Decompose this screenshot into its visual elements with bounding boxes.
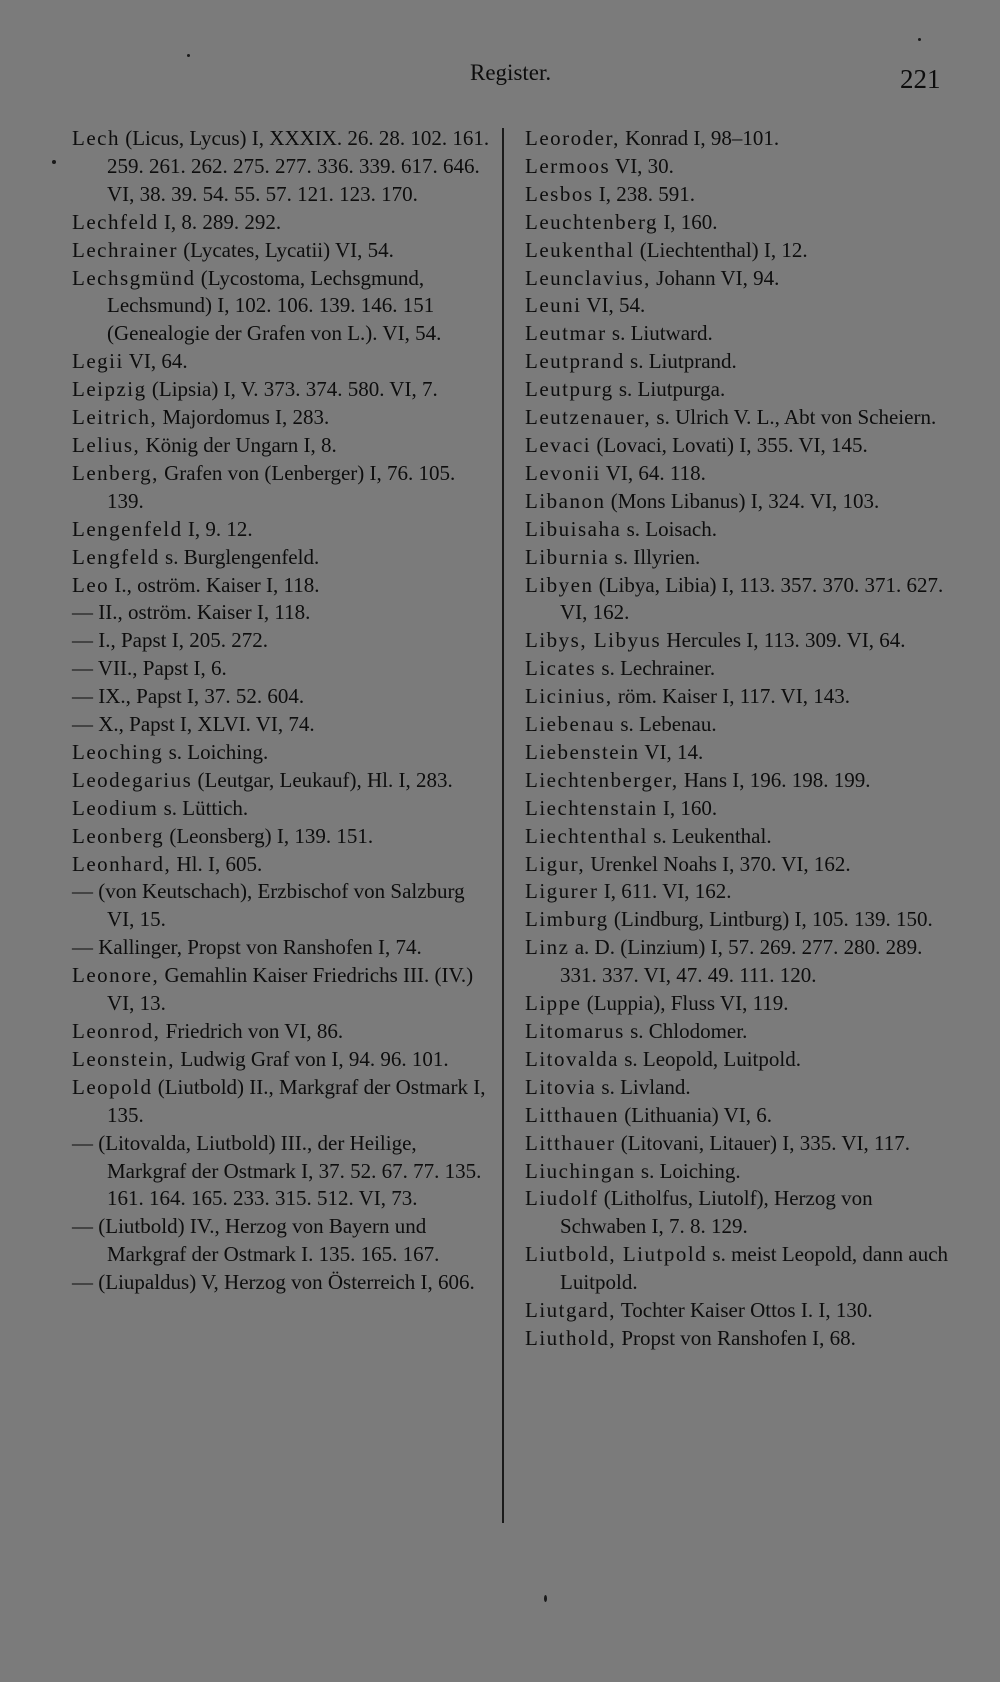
index-entry (525, 265, 955, 293)
entry-references: s. Lebenau. (615, 712, 717, 737)
entry-lemma: Liechtenstain (525, 795, 658, 820)
index-entry (72, 599, 492, 627)
entry-lemma: Leuchtenberg (525, 209, 659, 234)
index-entry (72, 878, 492, 934)
index-entry (525, 795, 955, 823)
entry-lemma: Leonhard, (72, 851, 172, 876)
entry-lemma: Lengfeld (72, 544, 160, 569)
index-entry (72, 711, 492, 739)
entry-references: (Mons Libanus) I, 324. VI, 103. (605, 488, 880, 513)
entry-references: I, 160. (658, 209, 718, 234)
column-divider-rule (502, 128, 504, 1523)
entry-lemma: Leonberg (72, 823, 165, 848)
entry-lemma: Lengenfeld (72, 516, 183, 541)
index-entry (525, 767, 955, 795)
index-entry (525, 1241, 955, 1297)
entry-references: s. Ulrich V. L., Abt von Scheiern. (651, 405, 937, 430)
index-entry (72, 962, 492, 1018)
entry-references: s. Loiching. (635, 1158, 741, 1183)
entry-lemma: Licates (525, 656, 597, 681)
index-entry (72, 404, 492, 432)
index-entry (525, 1325, 955, 1353)
entry-lemma: Leoching (72, 739, 164, 764)
entry-references: s. Loiching. (163, 739, 269, 764)
entry-references: I, 9. 12. (182, 516, 253, 541)
entry-references: (Lipsia) I, V. 373. 374. 580. VI, 7. (146, 377, 438, 402)
entry-references: (Libya, Libia) I, 113. 357. 370. 371. 627. VI, 162. (560, 572, 944, 625)
entry-references: — X., Papst I, XLVI. VI, 74. (72, 712, 315, 737)
index-entry (525, 683, 955, 711)
entry-lemma: Libyen (525, 572, 594, 597)
entry-references: s. Leukenthal. (647, 823, 772, 848)
entry-lemma: Litthauen (525, 1102, 619, 1127)
entry-references: (Leutgar, Leukauf), Hl. I, 283. (192, 767, 453, 792)
index-entry (525, 572, 955, 628)
index-entry (525, 460, 955, 488)
entry-references: König der Ungarn I, 8. (140, 432, 337, 457)
entry-references: Majordomus I, 283. (157, 405, 330, 430)
entry-lemma: Litthauer (525, 1130, 616, 1155)
index-entry (525, 376, 955, 404)
entry-references: s. Leopold, Luitpold. (618, 1046, 801, 1071)
entry-references: (Lithuania) VI, 6. (618, 1102, 772, 1127)
entry-references: Konrad I, 98–101. (619, 126, 780, 150)
entry-references: s. Illyrien. (609, 544, 701, 569)
print-speck (52, 160, 56, 164)
entry-lemma: Lech (72, 126, 120, 150)
index-column-right (525, 125, 955, 1353)
index-entry (72, 209, 492, 237)
entry-references: I, 8. 289. 292. (158, 209, 282, 234)
entry-references: Urenkel Noahs I, 370. VI, 162. (585, 851, 851, 876)
index-entry (525, 990, 955, 1018)
entry-lemma: Liebenau (525, 712, 616, 737)
index-entry (72, 795, 492, 823)
entry-references: — IX., Papst I, 37. 52. 604. (72, 684, 305, 709)
entry-references: Propst von Ranshofen I, 68. (616, 1325, 856, 1350)
index-entry (525, 237, 955, 265)
entry-references: VI, 64. (123, 349, 188, 374)
entry-references: röm. Kaiser I, 117. VI, 143. (612, 684, 850, 709)
entry-references: (Luppia), Fluss VI, 119. (581, 991, 789, 1016)
running-head-title: Register. (470, 60, 552, 85)
index-entry (72, 125, 492, 209)
entry-lemma: Leodegarius (72, 767, 193, 792)
entry-lemma: Liuchingan (525, 1158, 636, 1183)
index-entry (72, 348, 492, 376)
entry-lemma: Ligurer (525, 879, 599, 904)
entry-references: Johann VI, 94. (650, 265, 780, 290)
entry-references: (Lycostoma, Lechsgmund, Lechsmund) I, 102. 106. 139. 146. 151 (Genealogie der Grafen von L.). VI, 54. (107, 265, 442, 346)
index-entry (525, 320, 955, 348)
entry-lemma: Leipzig (72, 377, 147, 402)
entry-lemma: Lenberg, (72, 460, 159, 485)
entry-lemma: Leonore, (72, 963, 160, 988)
index-entry (72, 627, 492, 655)
entry-references: Tochter Kaiser Ottos I. I, 130. (616, 1298, 873, 1323)
index-entry (72, 1269, 492, 1297)
entry-lemma: Liutbold, Liutpold (525, 1242, 708, 1267)
entry-references: Hl. I, 605. (171, 851, 263, 876)
entry-references: (Litovani, Litauer) I, 335. VI, 117. (615, 1130, 910, 1155)
entry-references: s. Chlodomer. (624, 1019, 748, 1043)
entry-lemma: Leodium (72, 795, 159, 820)
index-entry (72, 767, 492, 795)
entry-references: — VII., Papst I, 6. (72, 656, 227, 681)
entry-references: VI, 14. (639, 739, 704, 764)
entry-lemma: Leunclavius, (525, 265, 651, 290)
index-entry (525, 1130, 955, 1158)
entry-references: s. Loisach. (621, 516, 717, 541)
entry-lemma: Leonstein, (72, 1046, 176, 1071)
index-entry (525, 544, 955, 572)
entry-lemma: Libys, Libyus (525, 628, 662, 653)
entry-lemma: Legii (72, 349, 124, 374)
index-entry (525, 1102, 955, 1130)
entry-lemma: Licinius, (525, 684, 613, 709)
entry-lemma: Linz (525, 935, 570, 960)
index-entry (72, 265, 492, 349)
entry-lemma: Levaci (525, 432, 592, 457)
index-entry (525, 1158, 955, 1186)
entry-references: s. Liutpurga. (613, 377, 726, 402)
index-column-left (72, 125, 492, 1297)
index-entry (525, 655, 955, 683)
entry-lemma: Leutmar (525, 321, 607, 346)
entry-lemma: Levonii (525, 460, 601, 485)
index-entry (72, 376, 492, 404)
entry-references: I, 160. (657, 795, 718, 820)
index-entry (525, 181, 955, 209)
entry-lemma: Liburnia (525, 544, 610, 569)
index-entry (525, 906, 955, 934)
index-entry (525, 1046, 955, 1074)
index-entry (525, 711, 955, 739)
index-entry (525, 878, 955, 906)
entry-references: s. Liutprand. (624, 349, 737, 374)
index-entry (525, 432, 955, 460)
page-number: 221 (900, 64, 941, 94)
entry-lemma: Leuni (525, 293, 582, 318)
entry-lemma: Liuthold, (525, 1325, 617, 1350)
index-entry (72, 1074, 492, 1130)
entry-references: Friedrich von VI, 86. (160, 1019, 344, 1043)
entry-references: Hercules I, 113. 309. VI, 64. (661, 628, 906, 653)
index-entry (525, 1185, 955, 1241)
entry-references: s. Liutward. (606, 321, 713, 346)
index-entry (525, 488, 955, 516)
entry-references: — (Litovalda, Liutbold) III., der Heilige, Markgraf der Ostmark I, 37. 52. 67. 77. 135. 161. 164. 165. 233. 315. 512. VI, 73. (72, 1130, 482, 1211)
entry-lemma: Lesbos (525, 181, 594, 206)
entry-lemma: Leopold (72, 1074, 153, 1099)
index-entry (72, 1213, 492, 1269)
entry-lemma: Leutprand (525, 349, 625, 374)
index-entry (72, 460, 492, 516)
index-entry (525, 516, 955, 544)
index-entry (525, 1074, 955, 1102)
entry-references: VI, 54. (581, 293, 646, 318)
entry-references: (Leonsberg) I, 139. 151. (164, 823, 374, 848)
index-entry (525, 1018, 955, 1046)
entry-references: (Lovaci, Lovati) I, 355. VI, 145. (591, 432, 868, 457)
entry-references: VI, 30. (610, 153, 674, 178)
print-speck (918, 38, 921, 41)
index-entry (72, 1130, 492, 1214)
entry-lemma: Lechfeld (72, 209, 159, 234)
index-entry (525, 209, 955, 237)
index-entry (525, 1297, 955, 1325)
entry-lemma: Leutzenauer, (525, 405, 652, 430)
index-entry (72, 544, 492, 572)
entry-lemma: Leoroder, (525, 126, 620, 150)
entry-lemma: Libanon (525, 488, 606, 513)
entry-lemma: Libuisaha (525, 516, 622, 541)
index-entry (525, 934, 955, 990)
entry-references: s. Burglengenfeld. (159, 544, 320, 569)
entry-lemma: Liechtenthal (525, 823, 648, 848)
entry-references: Hans I, 196. 198. 199. (678, 767, 871, 792)
entry-lemma: Leukenthal (525, 237, 635, 262)
index-entry (525, 125, 955, 153)
index-entry (525, 851, 955, 879)
entry-references: s. meist Leopold, dann auch Luitpold. (560, 1242, 949, 1295)
entry-references: I, 238. 591. (593, 181, 695, 206)
entry-lemma: Litovalda (525, 1046, 619, 1071)
index-entry (72, 823, 492, 851)
entry-references: (Liechtenthal) I, 12. (634, 237, 808, 262)
entry-references: Gemahlin Kaiser Friedrichs III. (IV.) VI, 13. (107, 963, 474, 1016)
print-speck (544, 1595, 547, 1602)
index-entry (72, 572, 492, 600)
entry-references: I, 611. VI, 162. (598, 879, 732, 904)
entry-references: — I., Papst I, 205. 272. (72, 628, 268, 653)
index-entry (72, 934, 492, 962)
index-entry (72, 516, 492, 544)
entry-lemma: Lechrainer (72, 237, 178, 262)
entry-lemma: Liudolf (525, 1186, 599, 1211)
entry-references: — II., oström. Kaiser I, 118. (72, 600, 311, 625)
index-entry (525, 348, 955, 376)
index-entry (525, 153, 955, 181)
index-entry (72, 237, 492, 265)
entry-references: (Lycates, Lycatii) VI, 54. (177, 237, 394, 262)
entry-references: a. D. (Linzium) I, 57. 269. 277. 280. 289. 331. 337. VI, 47. 49. 111. 120. (560, 935, 923, 988)
print-speck (187, 54, 190, 57)
entry-lemma: Lermoos (525, 153, 611, 178)
index-entry (525, 627, 955, 655)
entry-lemma: Ligur, (525, 851, 586, 876)
index-entry (72, 432, 492, 460)
index-entry (72, 683, 492, 711)
entry-references: (Litholfus, Liutolf), Herzog von Schwaben I, 7. 8. 129. (560, 1186, 873, 1239)
index-entry (525, 404, 955, 432)
entry-lemma: Lelius, (72, 432, 141, 457)
entry-lemma: Limburg (525, 907, 609, 932)
entry-references: s. Lüttich. (158, 795, 249, 820)
entry-lemma: Lechsgmünd (72, 265, 196, 290)
entry-lemma: Leitrich, (72, 405, 158, 430)
entry-references: I., oström. Kaiser I, 118. (109, 572, 320, 597)
entry-references: (Licus, Lycus) I, XXXIX. 26. 28. 102. 161. 259. 261. 262. 275. 277. 336. 339. 617. 646. VI, 38. 39. 54. 55. 57. 121. 123. 170. (107, 126, 490, 206)
entry-lemma: Leonrod, (72, 1019, 161, 1043)
index-entry (72, 851, 492, 879)
entry-lemma: Lippe (525, 991, 582, 1016)
entry-references: Grafen von (Lenberger) I, 76. 105. 139. (107, 460, 456, 513)
entry-references: s. Livland. (596, 1074, 691, 1099)
entry-lemma: Litovia (525, 1074, 597, 1099)
index-entry (525, 739, 955, 767)
entry-lemma: Leo (72, 572, 110, 597)
entry-references: — (von Keutschach), Erzbischof von Salzburg VI, 15. (72, 879, 465, 932)
index-entry (72, 739, 492, 767)
index-entry (72, 1018, 492, 1046)
entry-references: — (Liupaldus) V, Herzog von Österreich I, 606. (72, 1270, 475, 1295)
running-head (0, 60, 1000, 100)
entry-references: — Kallinger, Propst von Ranshofen I, 74. (72, 935, 422, 960)
entry-references: (Liutbold) II., Markgraf der Ostmark I, 135. (107, 1074, 486, 1127)
entry-lemma: Liechtenberger, (525, 767, 679, 792)
entry-lemma: Liebenstein (525, 739, 640, 764)
index-entry (525, 292, 955, 320)
entry-references: VI, 64. 118. (600, 460, 706, 485)
index-entry (72, 655, 492, 683)
entry-lemma: Leutpurg (525, 377, 614, 402)
entry-references: — (Liutbold) IV., Herzog von Bayern und Markgraf der Ostmark I. 135. 165. 167. (72, 1214, 440, 1267)
index-entry (72, 1046, 492, 1074)
entry-references: Ludwig Graf von I, 94. 96. 101. (175, 1046, 449, 1071)
entry-references: s. Lechrainer. (596, 656, 716, 681)
index-entry (525, 823, 955, 851)
entry-lemma: Litomarus (525, 1019, 625, 1043)
entry-lemma: Liutgard, (525, 1298, 617, 1323)
entry-references: (Lindburg, Lintburg) I, 105. 139. 150. (608, 907, 933, 932)
